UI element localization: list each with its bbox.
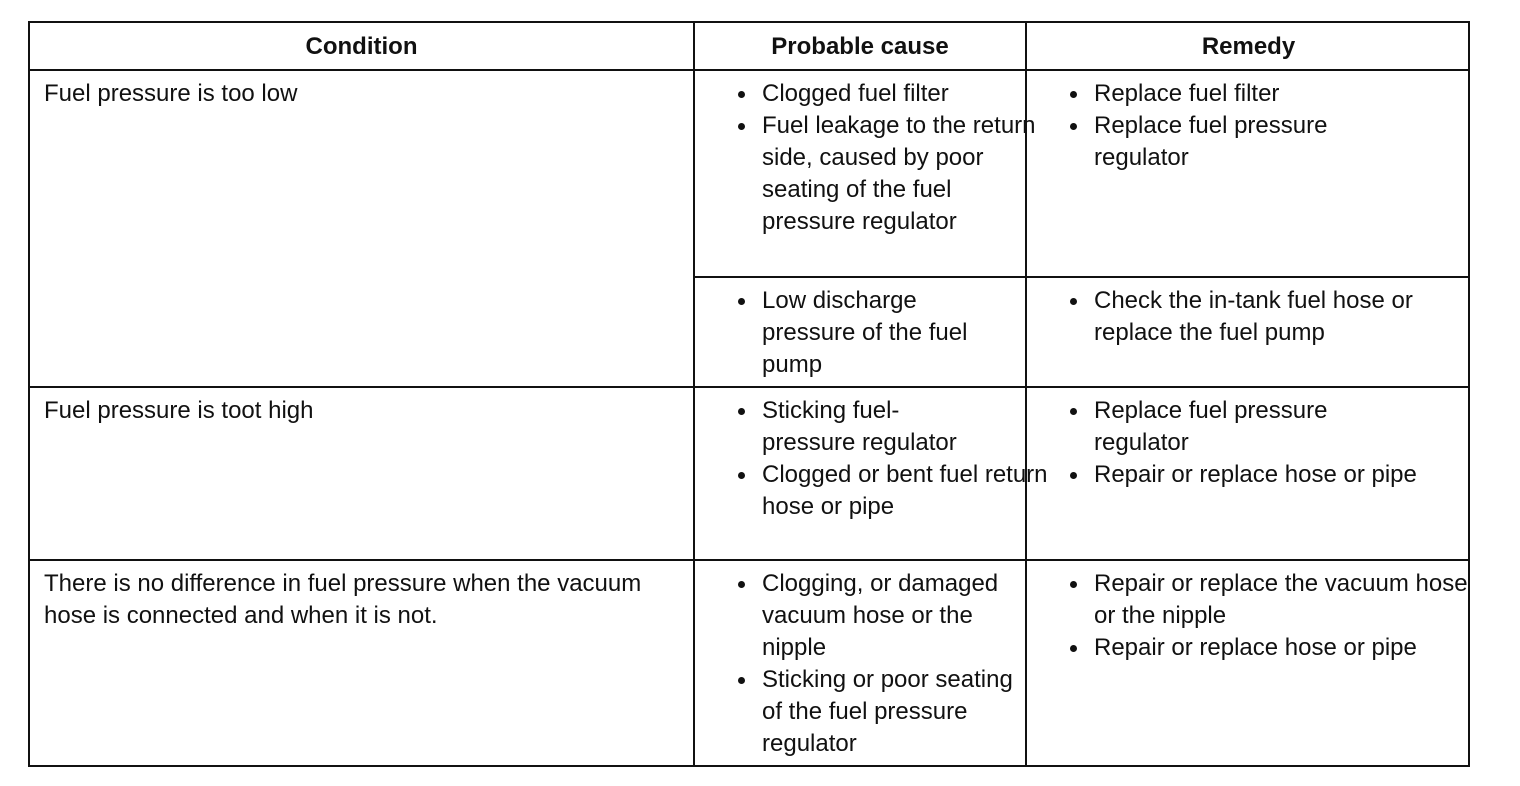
cause-list bbox=[730, 395, 1048, 523]
list-item: Check the in-tank fuel hose or replace the fuel pump bbox=[1062, 285, 1444, 349]
list-item: Replace fuel pressure regulator bbox=[1062, 395, 1374, 459]
list-item: Sticking fuel-pressure regulator bbox=[730, 395, 962, 459]
list-item: Fuel leakage to the return side, caused by poor seating of the fuel pressure regulator bbox=[730, 110, 1042, 238]
remedy-list bbox=[1062, 568, 1472, 664]
cause-list bbox=[730, 78, 1036, 238]
condition-cell: There is no difference in fuel pressure when the vacuum hose is connected and when it is not. bbox=[44, 570, 642, 629]
remedy-list bbox=[1062, 395, 1472, 491]
row-divider bbox=[30, 559, 1468, 561]
header-remedy: Remedy bbox=[1201, 33, 1296, 60]
condition-cell: Fuel pressure is too low bbox=[44, 80, 298, 107]
header-probable-cause: Probable cause bbox=[771, 33, 949, 60]
list-item: Repair or replace hose or pipe bbox=[1062, 459, 1472, 491]
condition-cell: Fuel pressure is toot high bbox=[44, 397, 314, 424]
list-item: Clogged or bent fuel return hose or pipe bbox=[730, 459, 1052, 523]
remedy-list bbox=[1062, 285, 1472, 349]
cause-list bbox=[730, 568, 1030, 760]
list-item: Repair or replace hose or pipe bbox=[1062, 632, 1472, 664]
cause-list bbox=[730, 285, 1030, 381]
row-divider bbox=[693, 276, 1468, 278]
list-item: Clogged fuel filter bbox=[730, 78, 1030, 110]
header-condition: Condition bbox=[305, 33, 418, 60]
list-item: Low discharge pressure of the fuel pump bbox=[730, 285, 972, 381]
list-item: Sticking or poor seating of the fuel pressure regulator bbox=[730, 664, 1022, 760]
list-item: Replace fuel pressure regulator bbox=[1062, 110, 1374, 174]
row-divider bbox=[30, 386, 1468, 388]
column-divider bbox=[693, 23, 695, 765]
list-item: Clogging, or damaged vacuum hose or the nipple bbox=[730, 568, 1002, 664]
list-item: Replace fuel filter bbox=[1062, 78, 1472, 110]
list-item: Repair or replace the vacuum hose or the nipple bbox=[1062, 568, 1494, 632]
troubleshooting-table bbox=[28, 21, 1470, 767]
remedy-list bbox=[1062, 78, 1472, 174]
row-divider bbox=[30, 69, 1468, 71]
